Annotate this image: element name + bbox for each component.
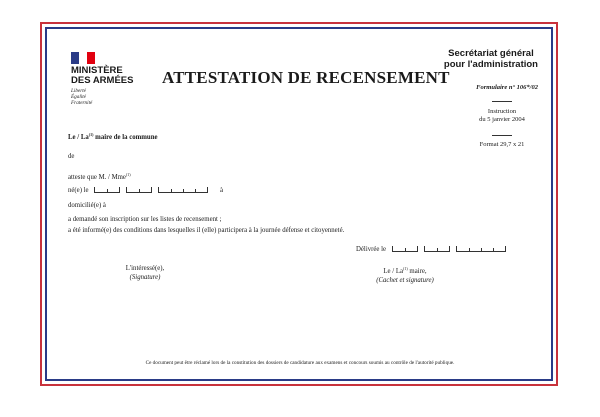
day-box — [94, 187, 120, 193]
birth-date-boxes — [94, 187, 208, 193]
day-box — [392, 246, 418, 252]
inscription-line: a demandé son inscription sur les listes de recensement ; — [68, 216, 222, 223]
instruction-line1: Instruction — [487, 108, 517, 115]
birth-line: né(e) le à — [68, 187, 224, 194]
ministry-line1: MINISTÈRE — [71, 65, 123, 76]
motto-liberte: Liberté — [71, 88, 86, 94]
mayor-line: Le / La$^{(1)}$ maire de la commune — [68, 132, 158, 141]
instruction-ref — [462, 108, 542, 124]
year-box — [158, 187, 208, 193]
month-box — [126, 187, 152, 193]
atteste-line: atteste que M. / Mme$^{(1)}$ — [68, 172, 131, 181]
mayor-label: Le / La$^{(1)}$ maire, — [383, 266, 427, 275]
delivery-date-boxes — [392, 246, 506, 252]
commune-de: de — [68, 153, 75, 160]
mayor-signature — [350, 264, 460, 285]
month-box — [424, 246, 450, 252]
motto-egalite: Égalité — [71, 94, 86, 100]
signature-hint: (Signature) — [129, 274, 161, 281]
ministry-name — [71, 66, 133, 86]
applicant-signature — [110, 264, 180, 282]
secretariat-heading — [444, 48, 538, 70]
informed-line: a été informé(e) des conditions dans lesquelles il (elle) participera à la journée défense et citoyenneté. — [68, 227, 345, 234]
stamp-hint: (Cachet et signature) — [376, 277, 434, 284]
domicile-line: domicilié(e) à — [68, 202, 106, 209]
divider-rule — [492, 135, 512, 136]
secretariat-line2: pour l'administration — [443, 59, 538, 70]
format-label: Format 29,7 x 21 — [479, 141, 525, 148]
applicant-label: L'intéressé(e), — [125, 265, 165, 272]
form-number: Formulaire n° 106*/02 — [476, 84, 538, 91]
ministry-line2: DES ARMÉES — [71, 75, 134, 86]
republic-motto — [71, 88, 92, 106]
instruction-line2: du 5 janvier 2004 — [479, 116, 525, 123]
document-title: ATTESTATION DE RECENSEMENT — [162, 68, 450, 87]
year-box — [456, 246, 506, 252]
divider-rule — [492, 101, 512, 102]
delivery-date-line: Délivrée le — [356, 246, 506, 253]
motto-fraternite: Fraternité — [71, 100, 93, 106]
republique-flag-icon — [71, 52, 95, 64]
footer-note: Ce document peut être réclamé lors de la constitution des dossiers de candidature aux examens et concours soumis au contrôle de l'autorité publique. — [145, 360, 455, 366]
secretariat-line1: Secrétariat général — [448, 48, 534, 59]
